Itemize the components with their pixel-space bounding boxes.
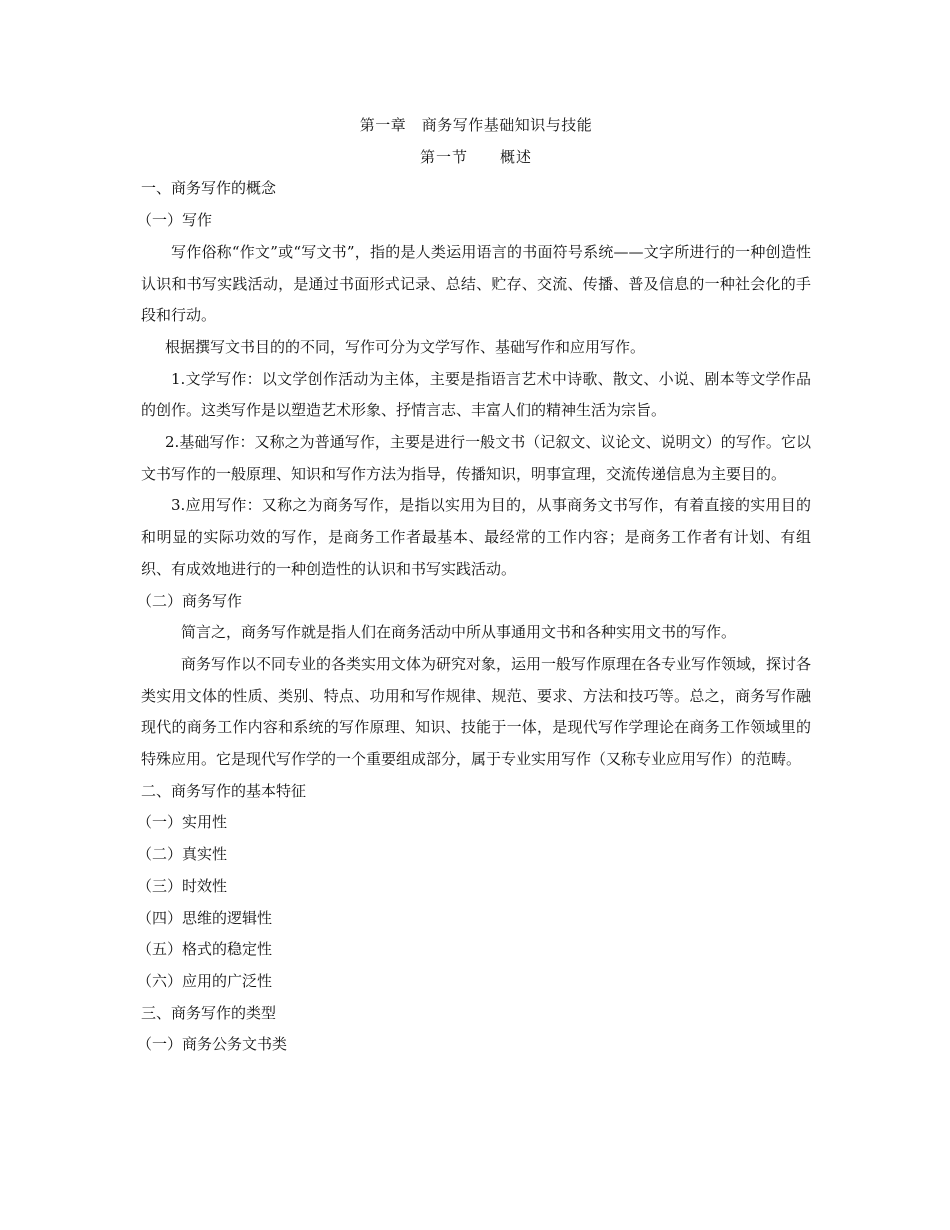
paragraph-literary-writing: 1.文学写作：以文学创作活动为主体，主要是指语言艺术中诗歌、散文、小说、剧本等文学作品的创作。这类写作是以塑造艺术形象、抒情言志、丰富人们的精神生活为宗旨。 <box>141 369 811 420</box>
paragraph-business-summary: 简言之，商务写作就是指人们在商务活动中所从事通用文书和各种实用文书的写作。 <box>181 623 737 642</box>
paragraph-writing-definition: 写作俗称“作文”或“写文书”，指的是人类运用语言的书面符号系统——文字所进行的一种创造性认识和书写实践活动，是通过书面形式记录、总结、贮存、交流、传播、普及信息的一种社会化的手段和行动。 <box>141 242 811 325</box>
heading-features: 二、商务写作的基本特征 <box>141 781 307 800</box>
subheading-writing: （一）写作 <box>137 211 213 230</box>
feature-item: （五）格式的稳定性 <box>137 940 273 959</box>
feature-item: （四）思维的逻辑性 <box>137 908 273 927</box>
paragraph-applied-writing: 3.应用写作：又称之为商务写作，是指以实用为目的，从事商务文书写作，有着直接的实用目的和明显的实际功效的写作，是商务工作者最基本、最经常的工作内容；是商务工作者有计划、有组织、有成效地进行的一种创造性的认识和书写实践活动。 <box>141 496 811 578</box>
paragraph-business-detail: 商务写作以不同专业的各类实用文体为研究对象，运用一般写作原理在各专业写作领域，探讨各类实用文体的性质、类别、特点、功用和写作规律、规范、要求、方法和技巧等。总之，商务写作融现代的商务工作内容和系统的写作原理、知识、技能于一体，是现代写作学理论在商务工作领域里的特殊应用。它是现代写作学的一个重要组成部分，属于专业实用写作（又称专业应用写作）的范畴。 <box>141 654 812 769</box>
heading-types: 三、商务写作的类型 <box>141 1003 277 1022</box>
feature-item: （二）真实性 <box>137 845 228 864</box>
section-title: 第一节 概述 <box>419 147 532 166</box>
paragraph-basic-writing: 2.基础写作：又称之为普通写作，主要是进行一般文书（记叙文、议论文、说明文）的写作。它以文书写作的一般原理、知识和写作方法为指导，传播知识，明事宣理，交流传递信息为主要目的。 <box>141 433 811 483</box>
heading-concept: 一、商务写作的概念 <box>141 179 277 198</box>
document-page <box>137 110 812 1061</box>
subheading-business-writing: （二）商务写作 <box>137 591 243 610</box>
chapter-title: 第一章 商务写作基础知识与技能 <box>359 116 593 134</box>
paragraph-writing-types: 根据撰写文书目的的不同，写作可分为文学写作、基础写作和应用写作。 <box>165 337 646 356</box>
feature-item: （一）实用性 <box>137 813 228 832</box>
feature-item: （三）时效性 <box>137 876 228 895</box>
subheading-official-documents: （一）商务公务文书类 <box>137 1035 288 1054</box>
feature-item: （六）应用的广泛性 <box>137 971 273 990</box>
